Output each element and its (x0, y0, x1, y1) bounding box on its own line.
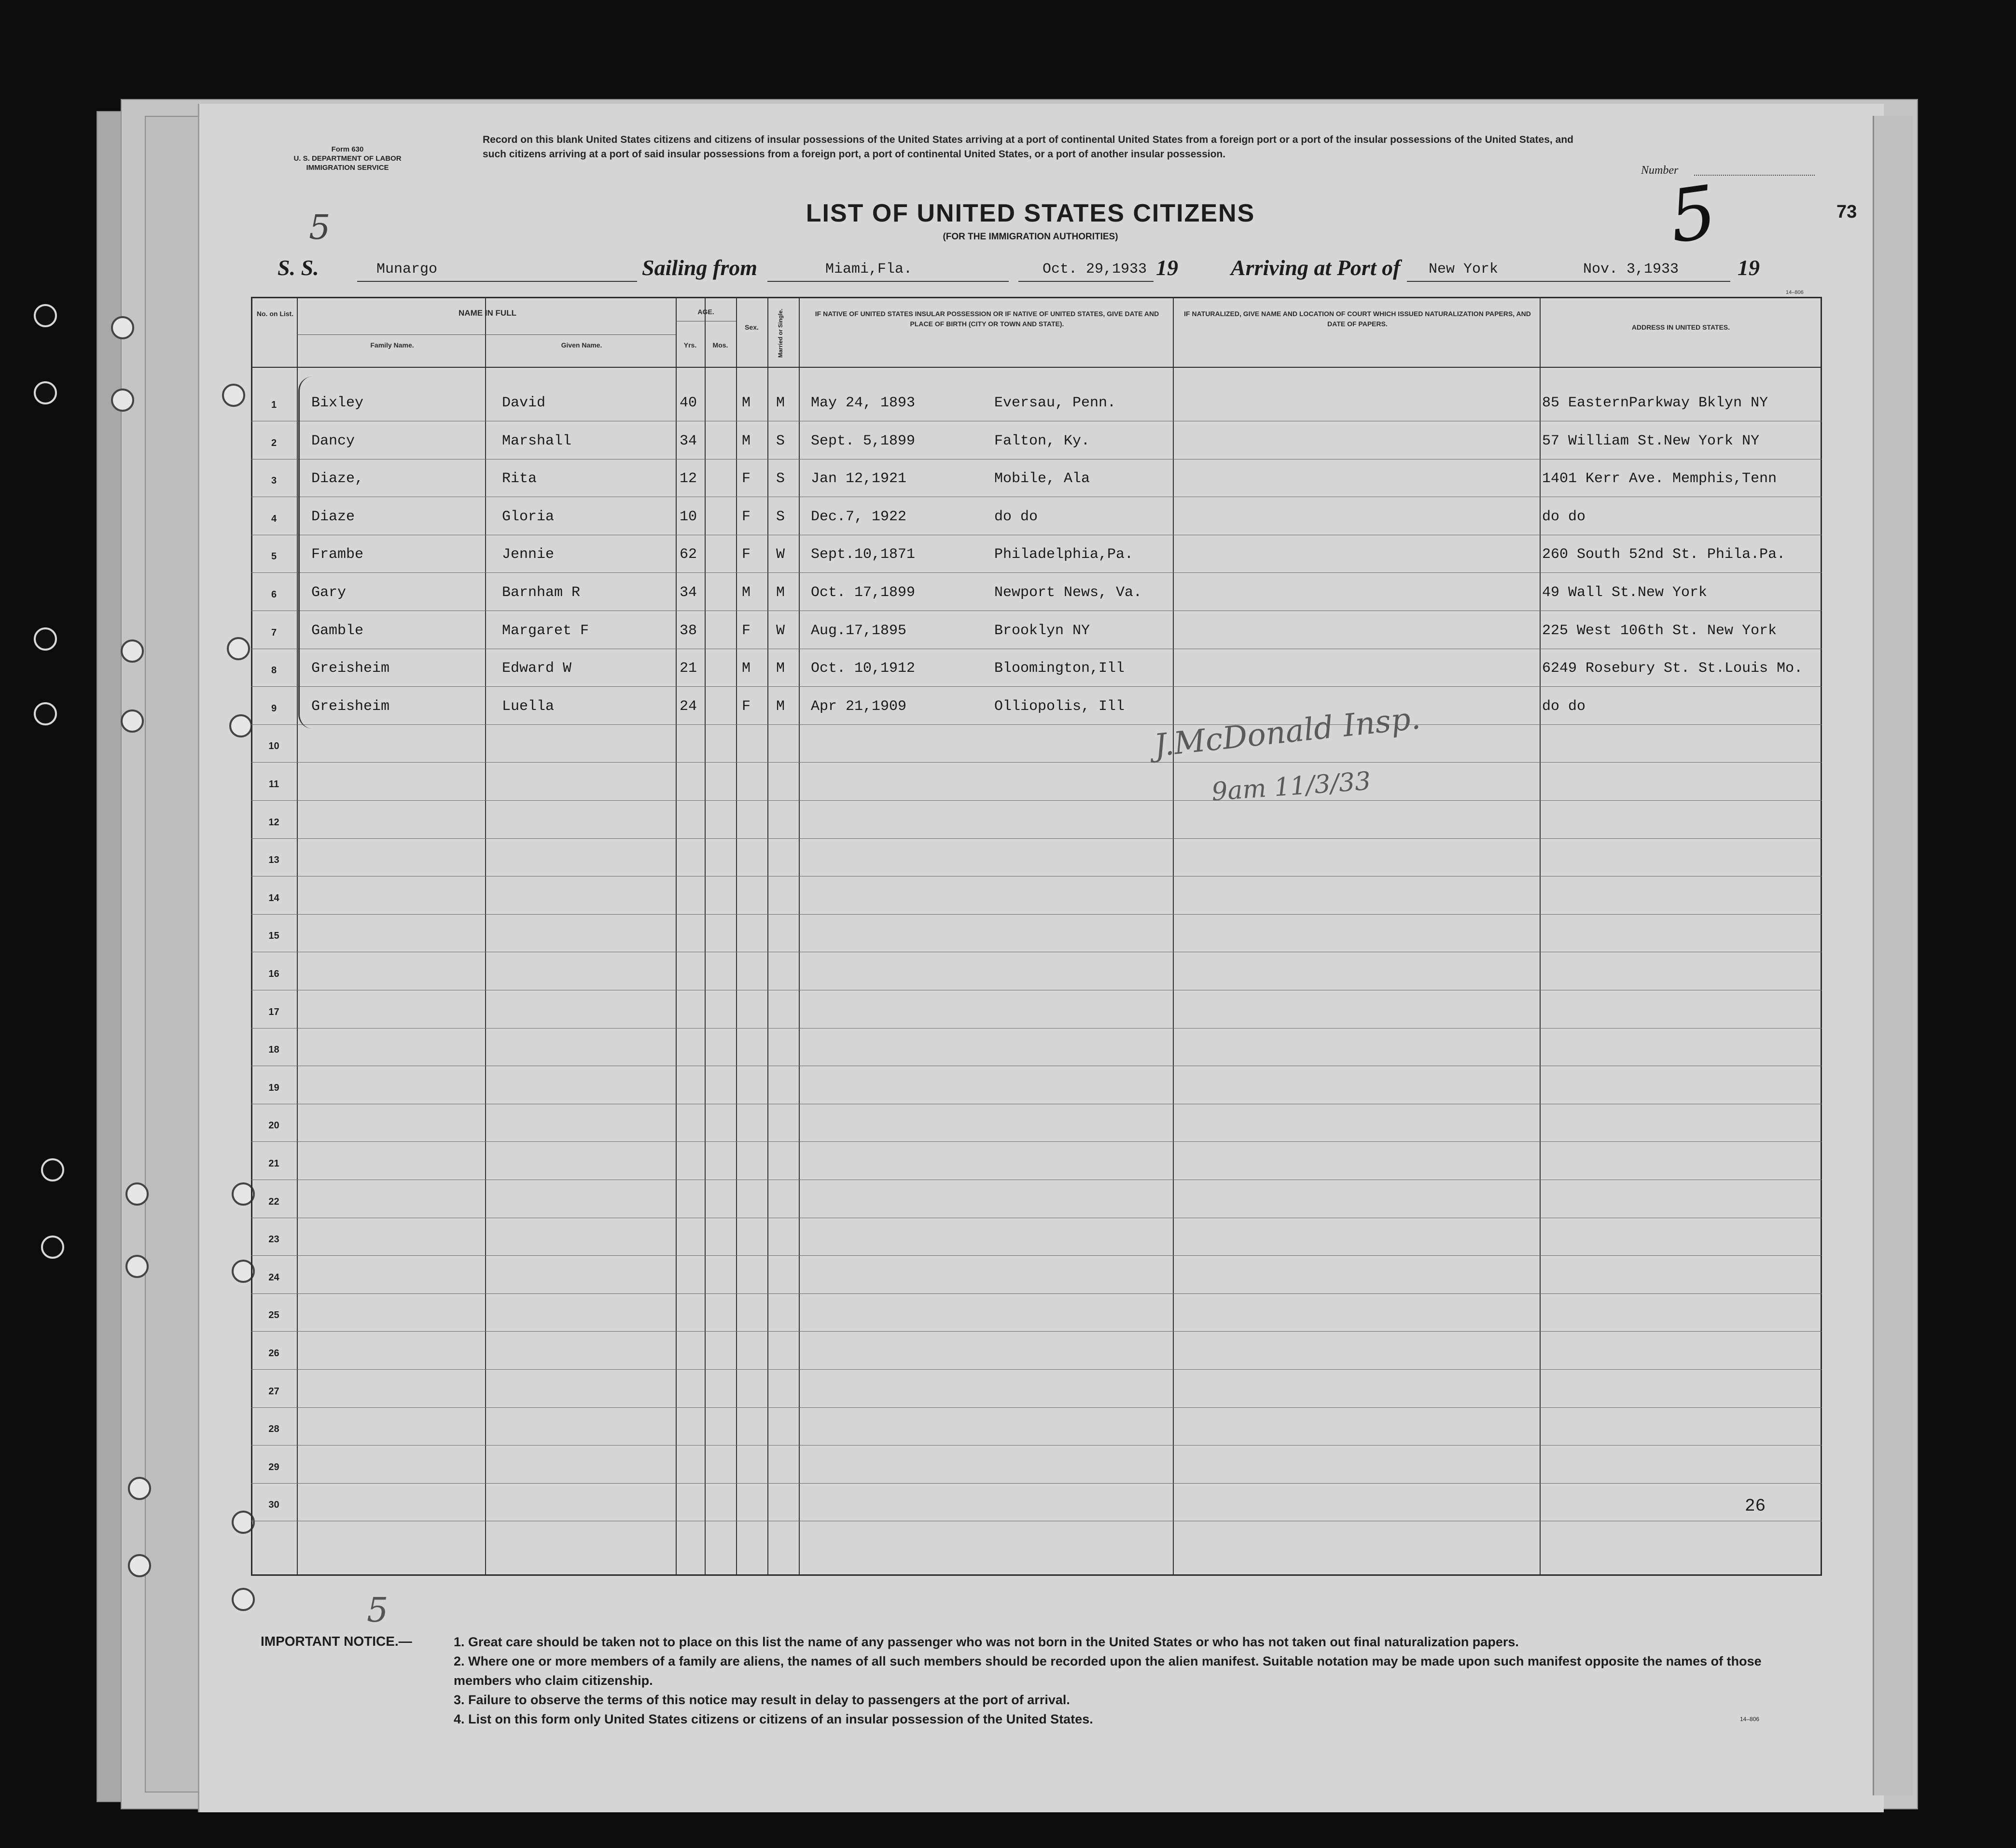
row-number: 11 (268, 779, 279, 790)
row-rule (251, 762, 1822, 763)
notice-item: 3. Failure to observe the terms of this notice may result in delay to passengers at the port of arrival. (454, 1693, 1070, 1707)
cell-sex: F (742, 622, 751, 639)
page-number: 73 (1836, 202, 1857, 222)
row-rule (251, 1407, 1822, 1408)
cell-married: S (776, 432, 785, 449)
row-number: 5 (271, 551, 277, 562)
cell-given: Barnham R (502, 584, 581, 601)
binder-hole (232, 1588, 255, 1611)
row-rule (251, 1483, 1822, 1484)
sailing-line (767, 281, 1009, 282)
binder-hole (34, 381, 57, 404)
inspector-signature: J.McDonald Insp. (1152, 700, 1422, 764)
cell-address: 49 Wall St.New York (1542, 584, 1708, 601)
binder-hole (128, 1554, 151, 1577)
cell-given: Edward W (502, 660, 572, 677)
cell-sex: M (742, 395, 751, 411)
binder-hole (41, 1158, 64, 1181)
col-header-given-name: Given Name. (561, 341, 602, 349)
cell-married: M (776, 395, 785, 411)
cell-family: Diaze (311, 508, 355, 525)
cell-married: M (776, 698, 785, 715)
binder-hole (125, 1255, 149, 1278)
row-number: 1 (271, 400, 277, 410)
column-rule (736, 297, 737, 1576)
cell-birth-place: Falton, Ky. (994, 432, 1090, 449)
cell-age: 38 (680, 622, 697, 639)
binder-hole (41, 1236, 64, 1259)
col-header-native: IF NATIVE OF UNITED STATES INSULAR POSSESSION OR IF NATIVE OF UNITED STATES, GIVE DATE AND PLACE OF BIRTH (CITY OR TOWN AND STATE). (815, 310, 1159, 328)
bottom-pencil-mark: 5 (367, 1590, 389, 1630)
column-rule (767, 297, 768, 1576)
row-number: 21 (268, 1158, 279, 1169)
arriving-label: Arriving at Port of (1231, 255, 1401, 280)
row-number: 22 (268, 1196, 279, 1207)
cell-sex: F (742, 471, 751, 487)
cell-birth-place: Olliopolis, Ill (994, 698, 1125, 715)
cell-address: 260 South 52nd St. Phila.Pa. (1542, 546, 1786, 563)
cell-birth-date: Jan 12,1921 (811, 471, 907, 487)
ship-name: Munargo (376, 261, 438, 278)
cell-address: 85 EasternParkway Bklyn NY (1542, 395, 1768, 411)
cell-family: Frambe (311, 546, 364, 563)
column-rule (1540, 297, 1541, 1576)
row-number: 16 (268, 969, 279, 979)
number-label: Number (1641, 164, 1679, 177)
binder-hole (111, 316, 134, 339)
col-header-yrs: Yrs. (683, 341, 697, 349)
binder-hole (34, 627, 57, 651)
row-number: 3 (271, 475, 277, 486)
col-header-mos: Mos. (712, 341, 728, 349)
cell-given: Gloria (502, 508, 555, 525)
row-number: 23 (268, 1234, 279, 1245)
binder-hole (125, 1182, 149, 1206)
binder-hole (121, 709, 144, 733)
cell-age: 40 (680, 395, 697, 411)
handwritten-list-number: 5 (1664, 170, 1722, 260)
arrival-date: Nov. 3,1933 (1583, 261, 1679, 278)
row-rule (251, 1293, 1822, 1294)
row-rule (251, 1331, 1822, 1332)
cell-birth-place: Eversau, Penn. (994, 395, 1116, 411)
row-number: 26 (268, 1348, 279, 1359)
cell-birth-date: Sept. 5,1899 (811, 432, 916, 449)
col-header-naturalized: IF NATURALIZED, GIVE NAME AND LOCATION OF COURT WHICH ISSUED NATURALIZATION PAPERS, AND DATE OF PAPERS. (1184, 310, 1531, 328)
tally-count: 26 (1745, 1496, 1766, 1516)
cell-married: S (776, 471, 785, 487)
cell-age: 34 (680, 584, 697, 601)
row-number: 30 (268, 1500, 279, 1511)
cell-age: 21 (680, 660, 697, 677)
binder-hole (229, 714, 252, 737)
row-number: 18 (268, 1044, 279, 1056)
cell-family: Greisheim (311, 698, 390, 715)
cell-address: 6249 Rosebury St. St.Louis Mo. (1542, 660, 1803, 677)
row-rule (251, 800, 1822, 801)
cell-sex: M (742, 660, 751, 677)
year-label: 19 (1156, 255, 1178, 280)
column-rule (676, 297, 677, 1576)
row-number: 20 (268, 1120, 279, 1131)
cell-birth-place: Mobile, Ala (994, 471, 1090, 487)
cell-given: Margaret F (502, 622, 589, 639)
column-rule (705, 297, 706, 1576)
cell-married: S (776, 508, 785, 525)
cell-birth-date: Oct. 17,1899 (811, 584, 916, 601)
page-title: LIST OF UNITED STATES CITIZENS (806, 199, 1255, 227)
binder-hole (34, 702, 57, 725)
cell-birth-place: Bloomington,Ill (994, 660, 1125, 677)
row-number: 13 (268, 855, 279, 866)
cell-given: David (502, 395, 546, 411)
column-rule (799, 297, 800, 1576)
cell-family: Greisheim (311, 660, 390, 677)
cell-sex: F (742, 698, 751, 715)
cell-family: Bixley (311, 395, 364, 411)
row-number: 10 (268, 741, 279, 752)
cell-age: 24 (680, 698, 697, 715)
cell-family: Dancy (311, 432, 355, 449)
form-code: 14–806 (1740, 1716, 1760, 1723)
cell-age: 34 (680, 432, 697, 449)
binder-hole (227, 637, 250, 660)
cell-address: do do (1542, 698, 1586, 715)
col-header-family-name: Family Name. (370, 341, 414, 349)
row-number: 25 (268, 1310, 279, 1321)
cell-birth-date: Sept.10,1871 (811, 546, 916, 563)
printer-mark: 14–806 (1786, 290, 1804, 295)
cell-given: Rita (502, 471, 537, 487)
row-rule (251, 686, 1822, 687)
page-subtitle: (FOR THE IMMIGRATION AUTHORITIES) (943, 232, 1118, 242)
cell-address: do do (1542, 508, 1586, 525)
cell-sex: F (742, 546, 751, 563)
row-rule (251, 1255, 1822, 1256)
form-instructions: Record on this blank United States citizens and citizens of insular possessions of the United States arriving at a port of continental United States from a foreign port or a port of the insular possessions of the United States, and such citizens arriving at a port of said insular possessions from a foreign port, a port of continental United States, or a port of another insular possession. (483, 134, 1573, 160)
col-header-name-in-full: NAME IN FULL (459, 308, 516, 318)
cell-birth-place: Philadelphia,Pa. (994, 546, 1134, 563)
binder-hole (222, 384, 245, 407)
row-rule (251, 1369, 1822, 1370)
department-name: U. S. DEPARTMENT OF LABOR (293, 154, 402, 163)
cell-birth-date: Apr 21,1909 (811, 698, 907, 715)
row-number: 6 (271, 589, 277, 600)
passenger-table (251, 297, 1822, 1576)
sailing-date: Oct. 29,1933 (1043, 261, 1147, 278)
notice-label: IMPORTANT NOTICE.— (261, 1634, 412, 1649)
row-number: 14 (268, 892, 279, 903)
binder-hole (34, 304, 57, 327)
cell-birth-place: do do (994, 508, 1038, 525)
form-number: Form 630 (331, 145, 364, 153)
row-number: 28 (268, 1424, 279, 1435)
row-number: 7 (271, 627, 277, 638)
cell-family: Gamble (311, 622, 364, 639)
arrival-port: New York (1429, 261, 1499, 278)
notice-item: 1. Great care should be taken not to place on this list the name of any passenger who was not born in the United States or who has not taken out final naturalization papers. (454, 1635, 1519, 1649)
row-number: 27 (268, 1386, 279, 1397)
header-rule (251, 367, 1822, 368)
cell-birth-place: Newport News, Va. (994, 584, 1142, 601)
number-field-line (1694, 175, 1815, 176)
ss-label: S. S. (278, 255, 319, 280)
cell-sex: F (742, 508, 751, 525)
column-rule (1173, 297, 1174, 1576)
cell-married: M (776, 584, 785, 601)
cell-address: 1401 Kerr Ave. Memphis,Tenn (1542, 471, 1777, 487)
row-rule (251, 724, 1822, 725)
col-header-married: Married or Single. (777, 308, 784, 358)
year-label: 19 (1738, 255, 1760, 280)
binder-hole (111, 389, 134, 412)
cell-family: Diaze, (311, 471, 364, 487)
cell-given: Jennie (502, 546, 555, 563)
binder-hole (128, 1477, 151, 1500)
row-number: 2 (271, 437, 277, 448)
row-rule (251, 914, 1822, 915)
cell-family: Gary (311, 584, 347, 601)
notice-item: 2. Where one or more members of a family are aliens, the names of all such members should be recorded upon the alien manifest. Suitable notation may be made upon such manifest opposite the names of those members who claim citizenship. (454, 1654, 1762, 1688)
row-number: 12 (268, 817, 279, 828)
margin-pencil-mark: 5 (309, 208, 331, 247)
row-number: 17 (268, 1006, 279, 1017)
cell-sex: M (742, 432, 751, 449)
row-number: 19 (268, 1082, 279, 1093)
row-rule (251, 838, 1822, 839)
row-number: 9 (271, 703, 277, 714)
page-edge (1873, 116, 1913, 1795)
row-number: 15 (268, 931, 279, 942)
row-rule (251, 1141, 1822, 1142)
subheader-rule (297, 334, 676, 335)
table-bottom-rule (251, 1574, 1822, 1576)
sailing-date-line (1018, 281, 1154, 282)
cell-married: W (776, 546, 785, 563)
signature-date: 9am 11/3/33 (1210, 766, 1372, 807)
column-rule (297, 297, 298, 1576)
binder-hole (121, 639, 144, 663)
col-header-sex: Sex. (745, 323, 759, 331)
cell-birth-date: May 24, 1893 (811, 395, 916, 411)
ship-line (357, 281, 637, 282)
cell-age: 12 (680, 471, 697, 487)
arrival-line (1407, 281, 1730, 282)
cell-married: M (776, 660, 785, 677)
cell-age: 10 (680, 508, 697, 525)
row-number: 24 (268, 1272, 279, 1283)
cell-birth-date: Dec.7, 1922 (811, 508, 907, 525)
sailing-label: Sailing from (642, 255, 758, 280)
column-rule (485, 297, 486, 1576)
row-number: 8 (271, 665, 277, 676)
row-number: 4 (271, 513, 277, 524)
cell-given: Luella (502, 698, 555, 715)
family-bracket-mark (298, 376, 319, 729)
col-header-number: No. on List. (256, 310, 294, 318)
cell-birth-date: Oct. 10,1912 (811, 660, 916, 677)
col-header-address: ADDRESS IN UNITED STATES. (1631, 323, 1730, 331)
cell-given: Marshall (502, 432, 572, 449)
cell-address: 225 West 106th St. New York (1542, 622, 1777, 639)
cell-address: 57 William St.New York NY (1542, 432, 1760, 449)
cell-birth-place: Brooklyn NY (994, 622, 1090, 639)
cell-birth-date: Aug.17,1895 (811, 622, 907, 639)
service-name: IMMIGRATION SERVICE (306, 164, 389, 172)
cell-married: W (776, 622, 785, 639)
row-rule (251, 572, 1822, 573)
cell-age: 62 (680, 546, 697, 563)
sailing-from: Miami,Fla. (825, 261, 913, 278)
form-identifier (251, 145, 444, 172)
notice-item: 4. List on this form only United States citizens or citizens of an insular possession of the United States. (454, 1712, 1093, 1726)
cell-sex: M (742, 584, 751, 601)
row-number: 29 (268, 1461, 279, 1473)
col-header-age: AGE. (697, 308, 714, 316)
